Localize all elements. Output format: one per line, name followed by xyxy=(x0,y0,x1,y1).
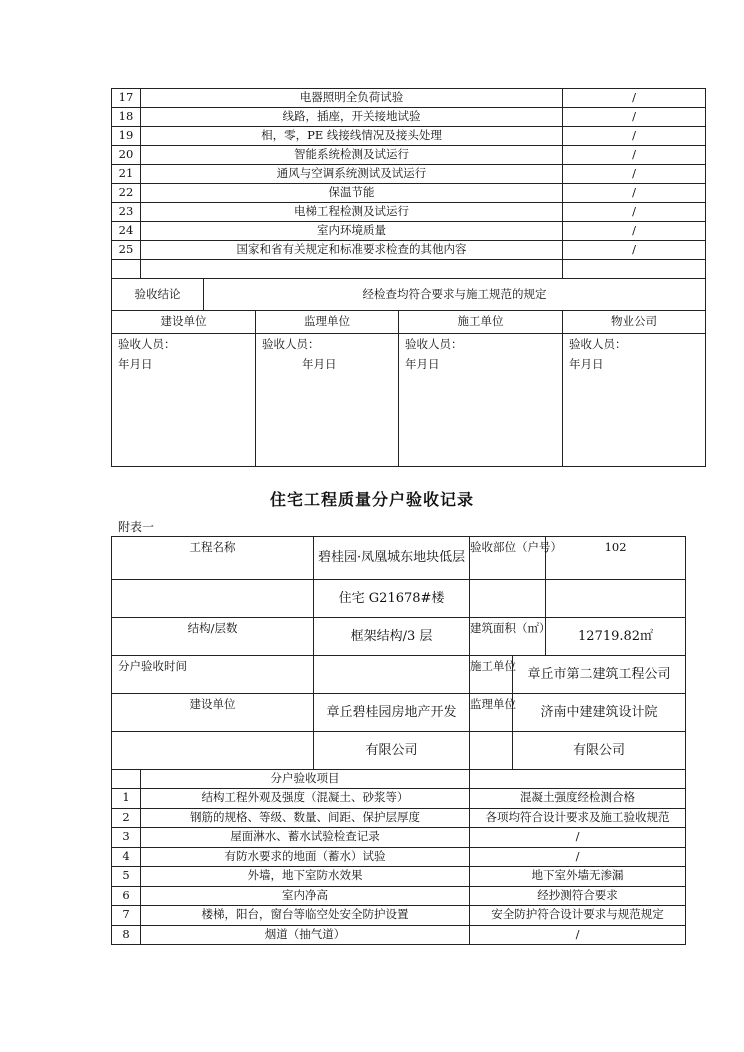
blank-cell xyxy=(112,732,314,770)
item-name: 室内净高 xyxy=(141,886,470,906)
date-label: 年月日 xyxy=(302,357,337,371)
project-name-label: 工程名称 xyxy=(112,537,314,580)
item-name: 电器照明全负荷试验 xyxy=(141,89,563,108)
item-number: 8 xyxy=(112,925,141,945)
item-number: 23 xyxy=(112,203,141,222)
blank-cell xyxy=(112,580,314,618)
item-name: 电梯工程检测及试运行 xyxy=(141,203,563,222)
item-number: 18 xyxy=(112,108,141,127)
table-row xyxy=(112,203,706,222)
table-row xyxy=(112,925,686,945)
conclusion-label: 验收结论 xyxy=(112,279,204,311)
party-name-owner: 建设单位 xyxy=(112,311,256,334)
item-name: 楼梯，阳台，窗台等临空处安全防护设置 xyxy=(141,906,470,926)
item-result: / xyxy=(563,241,706,260)
owner-label: 建设单位 xyxy=(112,694,314,732)
item-result: / xyxy=(563,203,706,222)
item-number: 5 xyxy=(112,867,141,887)
item-number: 6 xyxy=(112,886,141,906)
signature-property xyxy=(563,334,706,467)
item-result: / xyxy=(563,108,706,127)
item-name: 线路，插座，开关接地试验 xyxy=(141,108,563,127)
table-row xyxy=(112,127,706,146)
item-result: 地下室外墙无渗漏 xyxy=(470,867,686,887)
item-number: 2 xyxy=(112,808,141,828)
building-area-label: 建筑面积（㎡） xyxy=(470,618,546,656)
table-row xyxy=(112,828,686,848)
item-number: 17 xyxy=(112,89,141,108)
item-result: / xyxy=(563,222,706,241)
item-result: 混凝土强度经检测合格 xyxy=(470,789,686,809)
structure-value: 框架结构/3 层 xyxy=(314,618,470,656)
blank-cell xyxy=(470,732,513,770)
table-row xyxy=(112,808,686,828)
item-number: 3 xyxy=(112,828,141,848)
item-result: / xyxy=(470,847,686,867)
item-number: 7 xyxy=(112,906,141,926)
owner-value-line2: 有限公司 xyxy=(314,732,470,770)
household-record-table xyxy=(111,536,686,945)
item-number: 19 xyxy=(112,127,141,146)
date-label: 年月日 xyxy=(569,357,604,371)
item-name: 相，零，PE 线接线情况及接头处理 xyxy=(141,127,563,146)
inspection-part-value: 102 xyxy=(546,537,686,580)
blank-cell xyxy=(470,580,546,618)
table-row xyxy=(112,89,706,108)
item-result: / xyxy=(563,184,706,203)
party-name-property: 物业公司 xyxy=(563,311,706,334)
date-label: 年月日 xyxy=(118,357,153,371)
item-result: 各项均符合设计要求及施工验收规范 xyxy=(470,808,686,828)
party-name-supervisor: 监理单位 xyxy=(256,311,399,334)
blank-cell xyxy=(112,770,141,789)
signature-owner xyxy=(112,334,256,467)
item-result: / xyxy=(470,828,686,848)
item-name: 通风与空调系统测试及试运行 xyxy=(141,165,563,184)
table-row xyxy=(112,867,686,887)
inspector-label: 验收人员： xyxy=(118,337,176,351)
signature-contractor xyxy=(399,334,563,467)
table-row xyxy=(112,906,686,926)
item-result: / xyxy=(470,925,686,945)
supervisor-label: 监理单位 xyxy=(470,694,513,732)
inspector-label: 验收人员： xyxy=(405,337,463,351)
item-number: 22 xyxy=(112,184,141,203)
conclusion-text: 经检查均符合要求与施工规范的规定 xyxy=(204,279,706,311)
signature-supervisor xyxy=(256,334,399,467)
page-title: 住宅工程质量分户验收记录 xyxy=(269,490,474,509)
table-row xyxy=(112,847,686,867)
project-name-value-line2: 住宅 G21678#楼 xyxy=(314,580,470,618)
table-row xyxy=(112,165,706,184)
contractor-label: 施工单位 xyxy=(470,656,513,694)
item-result: / xyxy=(563,165,706,184)
project-name-value: 碧桂园·凤凰城东地块低层 xyxy=(314,537,470,580)
supervisor-value-line2: 有限公司 xyxy=(513,732,686,770)
date-label: 年月日 xyxy=(405,357,440,371)
item-result: 安全防护符合设计要求与规范规定 xyxy=(470,906,686,926)
top-inspection-table xyxy=(111,88,706,467)
inspector-label: 验收人员： xyxy=(569,337,627,351)
item-name: 钢筋的规格、等级、数量、间距、保护层厚度 xyxy=(141,808,470,828)
inspection-time-value xyxy=(314,656,470,694)
blank-cell xyxy=(141,260,563,279)
building-area-value: 12719.82㎡ xyxy=(546,618,686,656)
table-row xyxy=(112,241,706,260)
blank-cell xyxy=(112,260,141,279)
supervisor-value: 济南中建建筑设计院 xyxy=(513,694,686,732)
item-number: 21 xyxy=(112,165,141,184)
party-name-contractor: 施工单位 xyxy=(399,311,563,334)
item-result: / xyxy=(563,146,706,165)
table-row xyxy=(112,222,706,241)
item-name: 屋面淋水、蓄水试验检查记录 xyxy=(141,828,470,848)
item-result: 经抄测符合要求 xyxy=(470,886,686,906)
table-row xyxy=(112,108,706,127)
inspection-time-label: 分户验收时间 xyxy=(112,656,314,694)
items-header: 分户验收项目 xyxy=(141,770,470,789)
item-name: 有防水要求的地面（蓄水）试验 xyxy=(141,847,470,867)
table-row xyxy=(112,184,706,203)
item-result: / xyxy=(563,89,706,108)
item-name: 室内环境质量 xyxy=(141,222,563,241)
item-name: 结构工程外观及强度（混凝土、砂浆等） xyxy=(141,789,470,809)
blank-cell xyxy=(470,770,686,789)
item-number: 4 xyxy=(112,847,141,867)
inspection-part-label: 验收部位（户号） xyxy=(470,537,546,580)
contractor-value: 章丘市第二建筑工程公司 xyxy=(513,656,686,694)
item-number: 24 xyxy=(112,222,141,241)
table-row xyxy=(112,886,686,906)
item-number: 20 xyxy=(112,146,141,165)
table-row xyxy=(112,146,706,165)
item-name: 外墙，地下室防水效果 xyxy=(141,867,470,887)
blank-cell xyxy=(563,260,706,279)
inspector-label: 验收人员： xyxy=(262,337,320,351)
item-number: 25 xyxy=(112,241,141,260)
table-row xyxy=(112,789,686,809)
blank-cell xyxy=(546,580,686,618)
appendix-label: 附表一 xyxy=(118,520,155,534)
item-name: 保温节能 xyxy=(141,184,563,203)
item-name: 烟道（抽气道） xyxy=(141,925,470,945)
owner-value: 章丘碧桂园房地产开发 xyxy=(314,694,470,732)
structure-label: 结构/层数 xyxy=(112,618,314,656)
item-name: 国家和省有关规定和标准要求检查的其他内容 xyxy=(141,241,563,260)
item-number: 1 xyxy=(112,789,141,809)
item-name: 智能系统检测及试运行 xyxy=(141,146,563,165)
item-result: / xyxy=(563,127,706,146)
